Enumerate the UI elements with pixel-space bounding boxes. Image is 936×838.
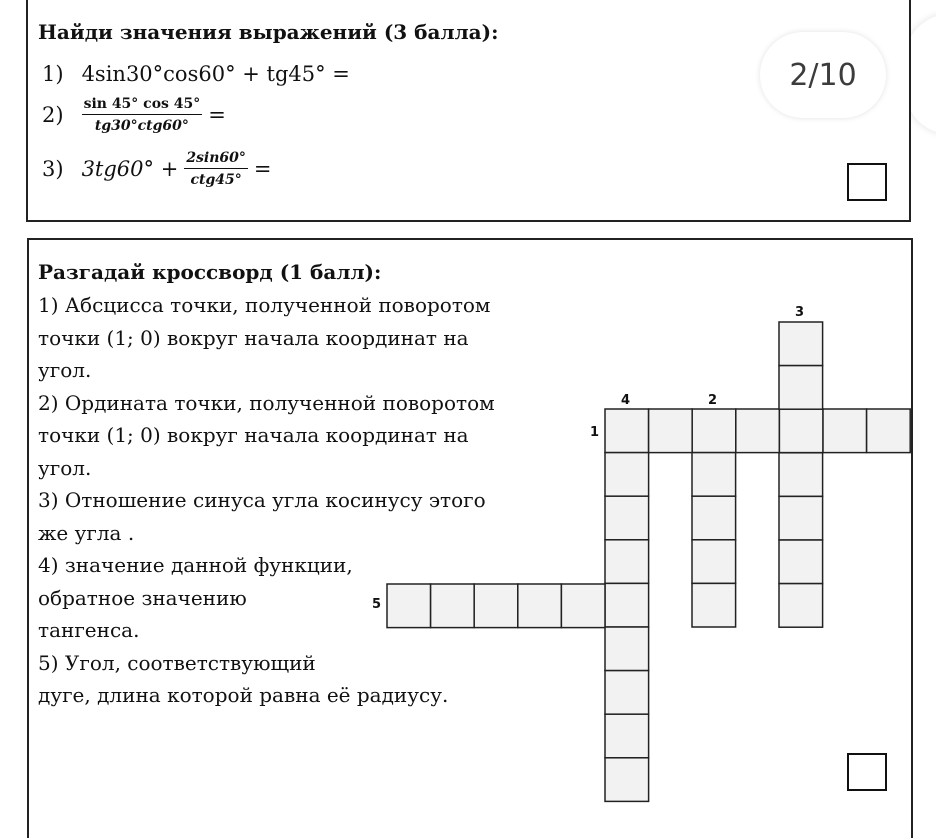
expression-3-denominator: ctg45°	[190, 172, 242, 188]
expression-1	[42, 62, 350, 86]
expression-3-number: 3)	[42, 157, 64, 181]
clue-line: тангенса.	[38, 618, 140, 642]
expression-1-text: 4sin30°cos60° + tg45° =	[81, 62, 350, 86]
expression-2-fraction	[82, 96, 203, 134]
clue-line: же угла .	[38, 520, 135, 545]
clue-line: точки (1; 0) вокруг начала координат на	[38, 325, 469, 350]
clue-line: угол.	[38, 455, 92, 480]
expression-2-equals: =	[208, 103, 226, 127]
crossword-label-word2: 2	[708, 393, 718, 408]
clue-line: 2) Ордината точки, полученной поворотом	[38, 390, 495, 415]
crossword-label-word1: 1	[590, 425, 600, 440]
clue-line: обратное значению	[38, 585, 247, 610]
clue-line: точки (1; 0) вокруг начала координат на	[38, 423, 469, 447]
task1-heading: Найди значения выражений (3 балла):	[38, 20, 499, 44]
expression-2	[42, 96, 226, 134]
crossword-label-word4: 4	[621, 393, 631, 408]
expression-3-numerator: 2sin60°	[184, 150, 248, 169]
task2-answer-checkbox[interactable]	[847, 753, 887, 791]
clue-line: 4) значение данной функции,	[38, 553, 353, 577]
clue-line: 1) Абсцисса точки, полученной поворотом	[38, 293, 491, 317]
task1-panel	[26, 0, 911, 222]
clue-line: 5) Угол, соответствующий	[38, 650, 316, 675]
clue-line: дуге, длина которой равна её радиусу.	[38, 683, 449, 707]
task1-answer-checkbox[interactable]	[847, 163, 887, 201]
task2-heading: Разгадай кроссворд (1 балл):	[38, 260, 382, 284]
expression-2-denominator: tg30°ctg60°	[94, 118, 189, 134]
expression-3-lead: 3tg60° +	[81, 157, 179, 181]
expression-3-fraction	[184, 150, 248, 188]
clue-line: угол.	[38, 358, 92, 382]
page-counter[interactable]: 2/10	[760, 32, 886, 118]
expression-1-number: 1)	[42, 62, 64, 86]
clue-line: 3) Отношение синуса угла косинусу этого	[38, 488, 486, 512]
expression-2-number: 2)	[42, 103, 64, 127]
crossword-label-word5: 5	[372, 597, 382, 612]
expression-3-equals: =	[253, 157, 272, 181]
expression-2-numerator: sin 45° cos 45°	[82, 96, 203, 115]
crossword-label-word3: 3	[795, 305, 805, 320]
expression-3	[42, 150, 272, 188]
